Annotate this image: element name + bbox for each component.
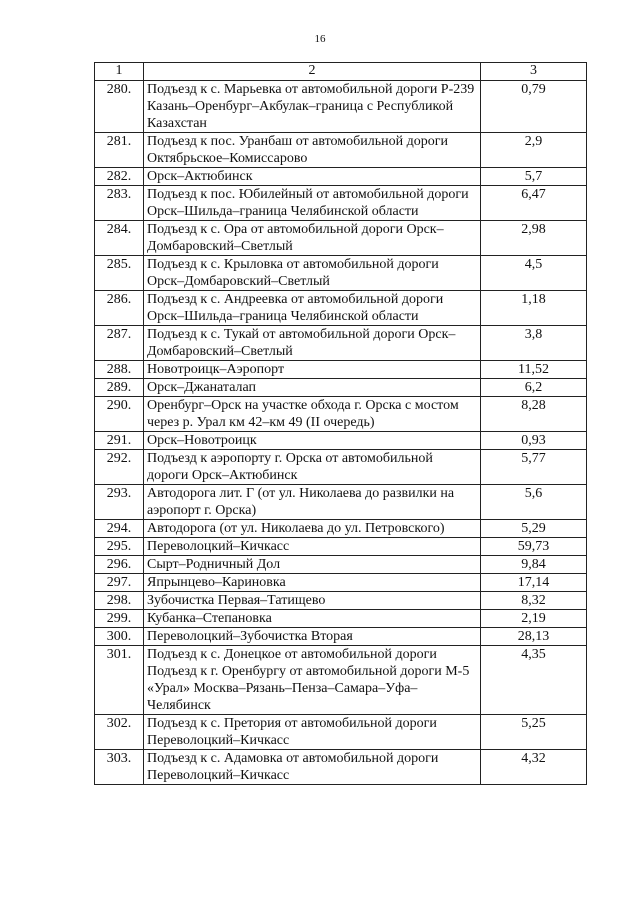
row-number: 291. bbox=[95, 432, 144, 450]
road-name: Автодорога (от ул. Николаева до ул. Петровского) bbox=[144, 520, 481, 538]
road-length: 5,25 bbox=[481, 715, 587, 750]
road-length: 0,79 bbox=[481, 81, 587, 133]
road-name: Орск–Актюбинск bbox=[144, 168, 481, 186]
table-row bbox=[95, 556, 587, 574]
table-header-row bbox=[95, 63, 587, 81]
road-length: 3,8 bbox=[481, 326, 587, 361]
road-name: Подъезд к аэропорту г. Орска от автомобильной дороги Орск–Актюбинск bbox=[144, 450, 481, 485]
table-row bbox=[95, 520, 587, 538]
road-length: 2,98 bbox=[481, 221, 587, 256]
row-number: 300. bbox=[95, 628, 144, 646]
table-row bbox=[95, 256, 587, 291]
header-col-3: 3 bbox=[481, 63, 587, 81]
road-name: Зубочистка Первая–Татищево bbox=[144, 592, 481, 610]
road-name: Подъезд к с. Андреевка от автомобильной дороги Орск–Шильда–граница Челябинской области bbox=[144, 291, 481, 326]
road-length: 11,52 bbox=[481, 361, 587, 379]
table-row bbox=[95, 450, 587, 485]
road-length: 2,19 bbox=[481, 610, 587, 628]
table-row bbox=[95, 485, 587, 520]
road-length: 5,7 bbox=[481, 168, 587, 186]
table-row bbox=[95, 133, 587, 168]
road-length: 8,28 bbox=[481, 397, 587, 432]
page-number: 16 bbox=[314, 33, 326, 45]
table-row bbox=[95, 221, 587, 256]
row-number: 301. bbox=[95, 646, 144, 715]
row-number: 280. bbox=[95, 81, 144, 133]
road-length: 4,5 bbox=[481, 256, 587, 291]
road-name: Подъезд к с. Крыловка от автомобильной дороги Орск–Домбаровский–Светлый bbox=[144, 256, 481, 291]
row-number: 284. bbox=[95, 221, 144, 256]
road-name: Подъезд к пос. Юбилейный от автомобильной дороги Орск–Шильда–граница Челябинской области bbox=[144, 186, 481, 221]
roads-table bbox=[94, 62, 587, 785]
road-name: Орск–Новотроицк bbox=[144, 432, 481, 450]
row-number: 303. bbox=[95, 750, 144, 785]
road-length: 5,77 bbox=[481, 450, 587, 485]
road-name: Подъезд к с. Ора от автомобильной дороги Орск–Домбаровский–Светлый bbox=[144, 221, 481, 256]
row-number: 283. bbox=[95, 186, 144, 221]
table-row bbox=[95, 291, 587, 326]
row-number: 293. bbox=[95, 485, 144, 520]
road-name: Подъезд к с. Марьевка от автомобильной дороги Р-239 Казань–Оренбург–Акбулак–граница с Республикой Казахстан bbox=[144, 81, 481, 133]
road-length: 5,6 bbox=[481, 485, 587, 520]
road-length: 17,14 bbox=[481, 574, 587, 592]
row-number: 297. bbox=[95, 574, 144, 592]
row-number: 298. bbox=[95, 592, 144, 610]
row-number: 299. bbox=[95, 610, 144, 628]
road-name: Кубанка–Степановка bbox=[144, 610, 481, 628]
table-row bbox=[95, 379, 587, 397]
road-name: Орск–Джанаталап bbox=[144, 379, 481, 397]
table-row bbox=[95, 186, 587, 221]
row-number: 296. bbox=[95, 556, 144, 574]
row-number: 288. bbox=[95, 361, 144, 379]
row-number: 295. bbox=[95, 538, 144, 556]
road-length: 5,29 bbox=[481, 520, 587, 538]
row-number: 289. bbox=[95, 379, 144, 397]
road-name: Подъезд к с. Претория от автомобильной дороги Переволоцкий–Кичкасс bbox=[144, 715, 481, 750]
header-col-1: 1 bbox=[95, 63, 144, 81]
row-number: 302. bbox=[95, 715, 144, 750]
road-length: 8,32 bbox=[481, 592, 587, 610]
road-length: 9,84 bbox=[481, 556, 587, 574]
road-name: Новотроицк–Аэропорт bbox=[144, 361, 481, 379]
road-length: 6,2 bbox=[481, 379, 587, 397]
road-length: 6,47 bbox=[481, 186, 587, 221]
road-name: Подъезд к с. Адамовка от автомобильной дороги Переволоцкий–Кичкасс bbox=[144, 750, 481, 785]
table-row bbox=[95, 432, 587, 450]
row-number: 281. bbox=[95, 133, 144, 168]
road-length: 28,13 bbox=[481, 628, 587, 646]
road-name: Подъезд к с. Донецкое от автомобильной дороги Подъезд к г. Оренбургу от автомобильной дороги М-5 «Урал» Москва–Рязань–Пенза–Самара–Уфа–Челябинск bbox=[144, 646, 481, 715]
row-number: 287. bbox=[95, 326, 144, 361]
table-row bbox=[95, 397, 587, 432]
row-number: 290. bbox=[95, 397, 144, 432]
road-length: 1,18 bbox=[481, 291, 587, 326]
row-number: 285. bbox=[95, 256, 144, 291]
header-col-2: 2 bbox=[144, 63, 481, 81]
road-name: Переволоцкий–Кичкасс bbox=[144, 538, 481, 556]
table-row bbox=[95, 326, 587, 361]
table-row bbox=[95, 538, 587, 556]
table-row bbox=[95, 628, 587, 646]
road-length: 4,35 bbox=[481, 646, 587, 715]
table-row bbox=[95, 715, 587, 750]
table-row bbox=[95, 750, 587, 785]
row-number: 292. bbox=[95, 450, 144, 485]
table-row bbox=[95, 646, 587, 715]
row-number: 282. bbox=[95, 168, 144, 186]
road-name: Япрынцево–Кариновка bbox=[144, 574, 481, 592]
table-row bbox=[95, 610, 587, 628]
table-row bbox=[95, 168, 587, 186]
table-row bbox=[95, 574, 587, 592]
row-number: 294. bbox=[95, 520, 144, 538]
road-length: 2,9 bbox=[481, 133, 587, 168]
road-length: 4,32 bbox=[481, 750, 587, 785]
table-row bbox=[95, 592, 587, 610]
table-row bbox=[95, 361, 587, 379]
road-name: Автодорога лит. Г (от ул. Николаева до развилки на аэропорт г. Орска) bbox=[144, 485, 481, 520]
road-length: 59,73 bbox=[481, 538, 587, 556]
road-name: Переволоцкий–Зубочистка Вторая bbox=[144, 628, 481, 646]
table-row bbox=[95, 81, 587, 133]
row-number: 286. bbox=[95, 291, 144, 326]
road-name: Подъезд к с. Тукай от автомобильной дороги Орск–Домбаровский–Светлый bbox=[144, 326, 481, 361]
road-length: 0,93 bbox=[481, 432, 587, 450]
road-name: Оренбург–Орск на участке обхода г. Орска с мостом через р. Урал км 42–км 49 (II очередь) bbox=[144, 397, 481, 432]
road-name: Подъезд к пос. Уранбаш от автомобильной дороги Октябрьское–Комиссарово bbox=[144, 133, 481, 168]
road-name: Сырт–Родничный Дол bbox=[144, 556, 481, 574]
